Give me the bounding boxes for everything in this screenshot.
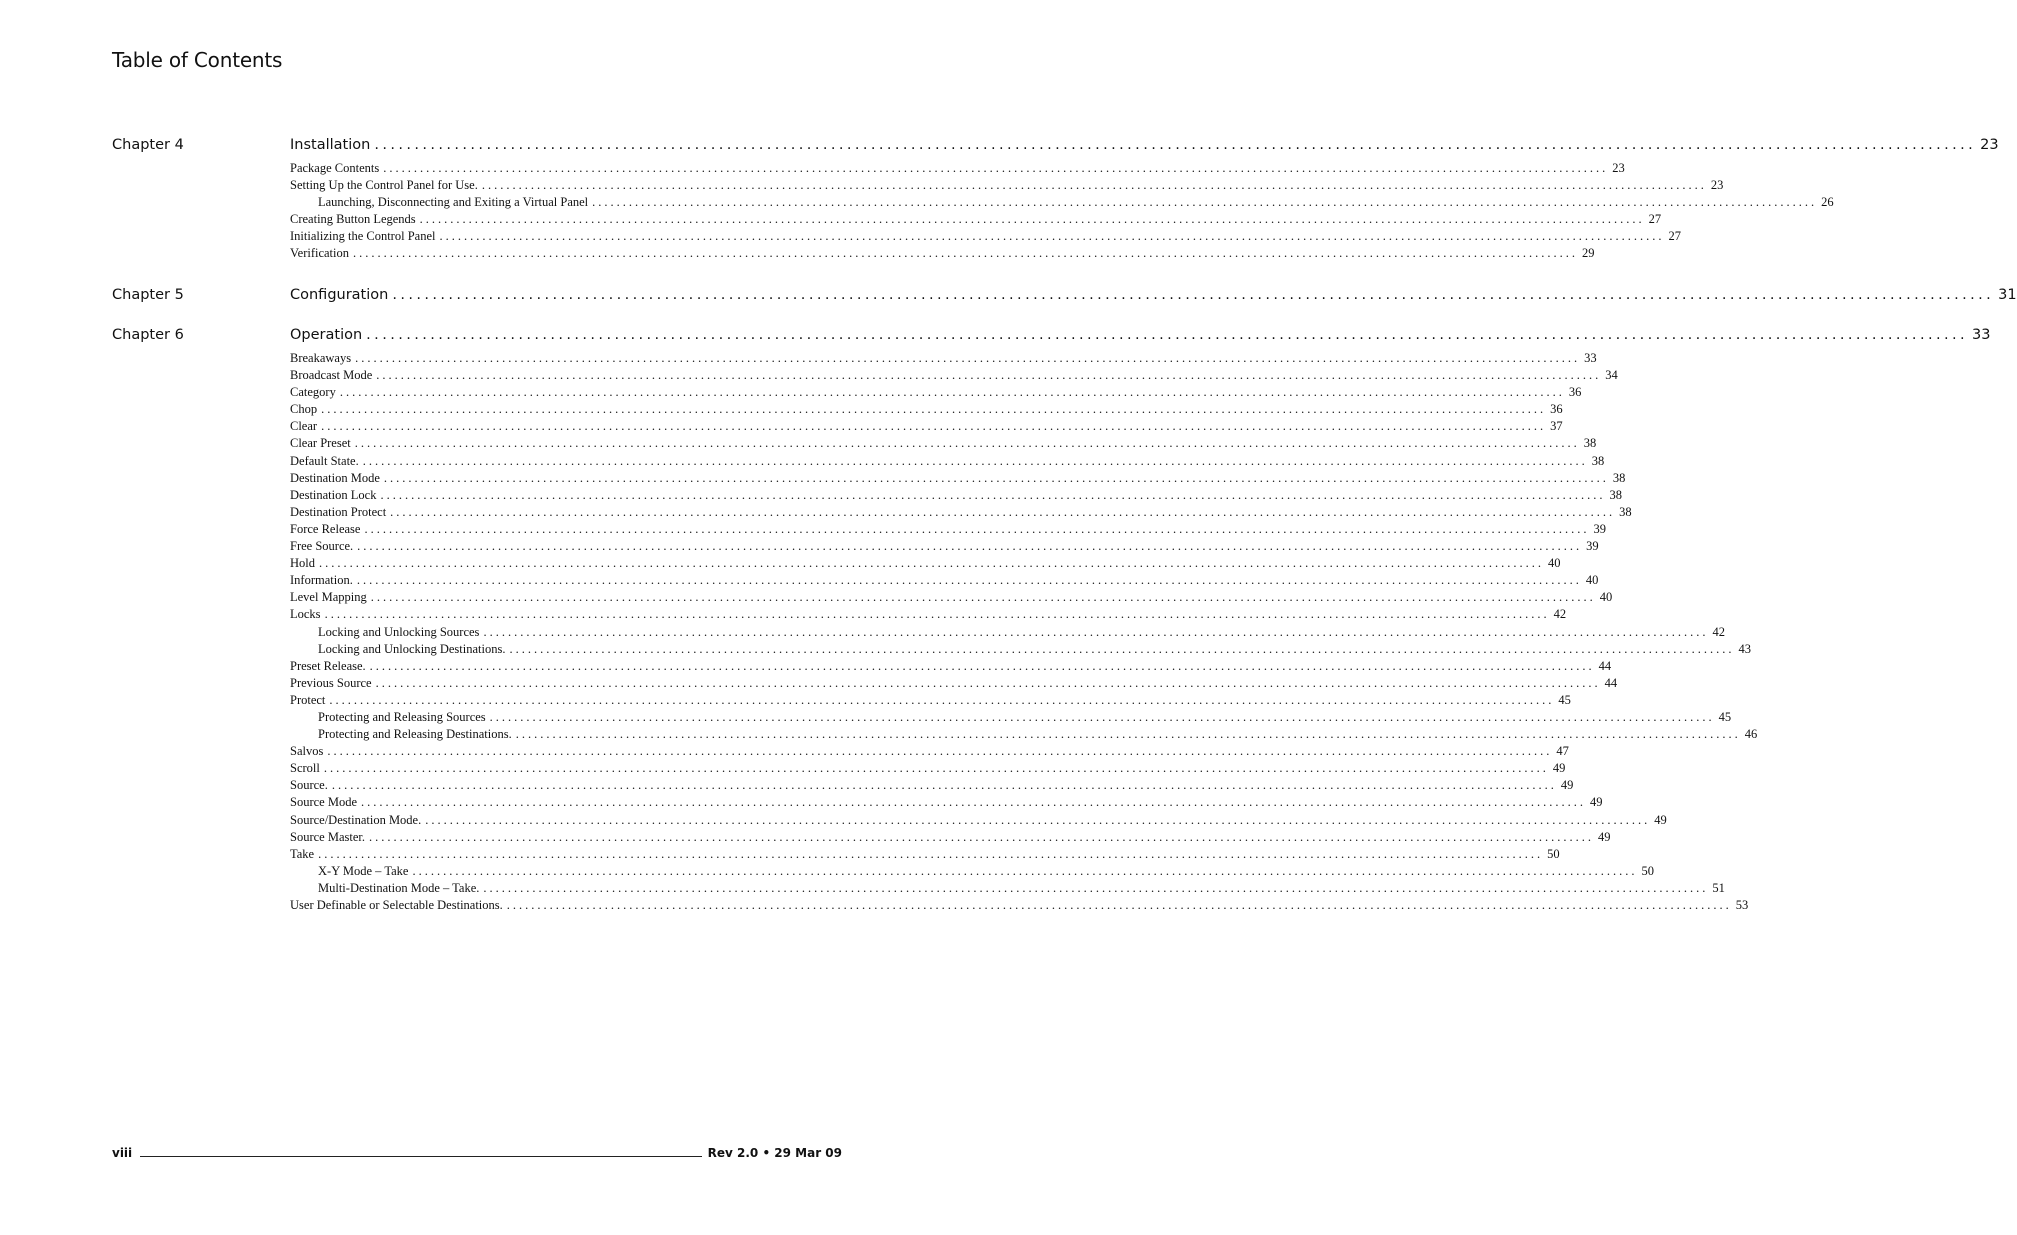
dot-leader: ........................................................................................................................................................................................................ xyxy=(412,863,1638,878)
toc-entry-list xyxy=(290,160,1834,263)
entry-title: Level Mapping xyxy=(290,590,367,605)
toc-entry[interactable] xyxy=(290,418,1563,435)
chapter-label: Chapter 6 xyxy=(112,327,184,343)
entry-page-number: 40 xyxy=(1599,590,1613,605)
entry-title: Broadcast Mode xyxy=(290,368,373,383)
dot-leader: ........................................................................................................................................................................................................ xyxy=(356,573,1582,588)
chapter-heading[interactable] xyxy=(290,327,1991,343)
entry-page-number: 23 xyxy=(1710,178,1724,193)
chapter-label: Chapter 5 xyxy=(112,287,184,303)
toc-entry[interactable] xyxy=(290,555,1561,572)
chapter-label: Chapter 4 xyxy=(112,137,184,153)
entry-title: Verification xyxy=(290,246,350,261)
dot-leader: ........................................................................................................................................................................................................ xyxy=(331,778,1557,793)
toc-subentry[interactable] xyxy=(290,194,1834,211)
dot-leader: ........................................................................................................................................................................................................ xyxy=(439,229,1665,244)
entry-page-number: 46 xyxy=(1744,727,1758,742)
toc-entry[interactable] xyxy=(290,453,1605,470)
toc-entry[interactable] xyxy=(290,470,1626,487)
entry-page-number: 38 xyxy=(1612,470,1626,485)
entry-page-number: 36 xyxy=(1550,402,1563,417)
dot-leader: ........................................................................................................................................................................................................ xyxy=(324,607,1550,622)
entry-title: Chop xyxy=(290,402,318,417)
dot-leader: ........................................................................................................................................................................................................ xyxy=(506,898,1732,912)
toc-entry[interactable] xyxy=(290,401,1563,418)
entry-page-number: 38 xyxy=(1583,436,1597,451)
entry-page-number: 45 xyxy=(1558,692,1571,707)
toc-subentry[interactable] xyxy=(290,709,1732,726)
entry-title: Creating Button Legends xyxy=(290,212,416,227)
toc-subentry[interactable] xyxy=(290,880,1725,897)
entry-page-number: 49 xyxy=(1597,829,1611,844)
toc-entry[interactable] xyxy=(290,675,1618,692)
dot-leader: ........................................................................................................................................................................................................ xyxy=(321,419,1547,434)
entry-title: Source/Destination Mode. xyxy=(290,812,422,827)
entry-page-number: 36 xyxy=(1568,385,1582,400)
dot-leader: ........................................................................................................................................................................................................ xyxy=(321,402,1547,417)
chapter-page-number: 23 xyxy=(1980,137,1999,153)
entry-page-number: 50 xyxy=(1547,846,1560,861)
entry-title: Scroll xyxy=(290,761,320,776)
page-title: Table of Contents xyxy=(112,48,283,72)
dot-leader: ........................................................................................................................................................................................................ xyxy=(370,590,1596,605)
dot-leader: ........................................................................................................................................................................................................ xyxy=(376,368,1602,383)
dot-leader: ........................................................................................................................................................................................................ xyxy=(509,641,1735,656)
toc-entry[interactable] xyxy=(290,228,1681,245)
entry-title: Source. xyxy=(290,778,328,793)
dot-leader: ........................................................................................................................................................................................................ xyxy=(419,212,1645,227)
toc-entry-list xyxy=(290,350,1758,914)
dot-leader: ........................................................................................................................................................................................................ xyxy=(355,351,1581,365)
entry-page-number: 34 xyxy=(1605,368,1618,383)
chapter-title: Installation xyxy=(290,137,371,153)
toc-subentry[interactable] xyxy=(290,863,1654,880)
entry-title: Hold xyxy=(290,556,315,571)
dot-leader: ........................................................................................................................................................................................................ xyxy=(353,246,1579,261)
dot-leader: ........................................................................................................................................................................................................ xyxy=(383,470,1609,485)
dot-leader: ........................................................................................................................................................................................................ xyxy=(361,795,1586,810)
toc-entry[interactable] xyxy=(290,897,1749,914)
dot-leader: ........................................................................................................................................................................................................ xyxy=(592,195,1818,210)
dot-leader: ........................................................................................................................................................................................................ xyxy=(339,385,1565,400)
dot-leader: ........................................................................................................................................................................................................ xyxy=(489,709,1715,724)
dot-leader: ........................................................................................................................................................................................................ xyxy=(354,436,1580,451)
chapter-title: Operation xyxy=(290,327,363,343)
entry-title: Clear Preset xyxy=(290,436,351,451)
footer-page-number: viii xyxy=(112,1146,133,1160)
entry-title: Protecting and Releasing Destinations. xyxy=(318,727,512,742)
entry-page-number: 49 xyxy=(1552,761,1566,776)
toc-entry[interactable] xyxy=(290,794,1603,811)
toc-entry[interactable] xyxy=(290,692,1571,709)
chapter-page-number: 33 xyxy=(1972,327,1991,343)
dot-leader: ........................................................................................................................................................................................................ xyxy=(323,761,1549,776)
entry-page-number: 27 xyxy=(1648,212,1662,227)
entry-page-number: 49 xyxy=(1560,778,1574,793)
entry-title: User Definable or Selectable Destinations. xyxy=(290,898,503,912)
entry-page-number: 33 xyxy=(1584,351,1597,365)
dot-leader: ........................................................................................................................................................................................................ xyxy=(390,504,1616,519)
entry-page-number: 49 xyxy=(1590,795,1603,810)
entry-title: Force Release xyxy=(290,521,361,536)
chapter-heading[interactable] xyxy=(290,137,1999,153)
toc-entry[interactable] xyxy=(290,572,1599,589)
entry-page-number: 23 xyxy=(1612,161,1625,175)
dot-leader: ........................................................................................................................................................................................................ xyxy=(362,453,1588,468)
entry-page-number: 26 xyxy=(1821,195,1834,210)
toc-entry[interactable] xyxy=(290,829,1611,846)
entry-page-number: 40 xyxy=(1585,573,1599,588)
chapter-title: Configuration xyxy=(290,287,389,303)
entry-page-number: 45 xyxy=(1718,709,1732,724)
entry-page-number: 44 xyxy=(1598,658,1612,673)
dot-leader: ........................................................................................................................................................................................................ xyxy=(357,539,1583,554)
entry-page-number: 47 xyxy=(1556,744,1569,759)
dot-leader: ........................................................................................................................................................................................................ xyxy=(327,744,1553,759)
chapter-heading[interactable] xyxy=(290,287,2017,303)
entry-page-number: 44 xyxy=(1604,675,1618,690)
entry-title: Source Mode xyxy=(290,795,357,810)
entry-title: Protect xyxy=(290,692,326,707)
entry-title: Clear xyxy=(290,419,318,434)
entry-page-number: 42 xyxy=(1553,607,1567,622)
entry-page-number: 38 xyxy=(1619,504,1632,519)
dot-leader: ........................................................................................................................................................................................................ xyxy=(425,812,1651,827)
dot-leader: ........................................................................................................................................................................................................ xyxy=(318,846,1544,861)
toc-entry[interactable] xyxy=(290,160,1625,177)
toc-entry[interactable] xyxy=(290,777,1574,794)
entry-page-number: 49 xyxy=(1654,812,1667,827)
entry-page-number: 42 xyxy=(1712,624,1725,639)
toc-entry[interactable] xyxy=(290,384,1582,401)
toc-entry[interactable] xyxy=(290,538,1599,555)
entry-page-number: 27 xyxy=(1668,229,1681,244)
entry-page-number: 50 xyxy=(1641,863,1654,878)
entry-page-number: 38 xyxy=(1591,453,1605,468)
entry-page-number: 29 xyxy=(1582,246,1595,261)
entry-title: Destination Mode xyxy=(290,470,380,485)
entry-title: Free Source. xyxy=(290,539,354,554)
toc-entry[interactable] xyxy=(290,245,1595,262)
toc-subentry[interactable] xyxy=(290,726,1758,743)
entry-title: Protecting and Releasing Sources xyxy=(318,709,486,724)
toc-entry[interactable] xyxy=(290,589,1613,606)
dot-leader: ........................................................................................................................................................................................................ xyxy=(483,880,1709,895)
dot-leader: ........................................................................................................................................................................................................ xyxy=(481,178,1707,193)
toc-entry[interactable] xyxy=(290,435,1597,452)
entry-page-number: 40 xyxy=(1548,556,1561,571)
entry-title: Destination Lock xyxy=(290,487,377,502)
entry-title: Destination Protect xyxy=(290,504,387,519)
entry-title: Salvos xyxy=(290,744,324,759)
entry-title: Category xyxy=(290,385,336,400)
footer-revision: Rev 2.0 • 29 Mar 09 xyxy=(707,1146,842,1160)
dot-leader: ........................................................................................................................................................................................................ xyxy=(329,692,1555,707)
toc-entry[interactable] xyxy=(290,487,1622,504)
dot-leader: ........................................................................................................................................................................................................ xyxy=(369,658,1595,673)
toc-entry[interactable] xyxy=(290,211,1662,228)
toc-entry[interactable] xyxy=(290,658,1612,675)
entry-page-number: 37 xyxy=(1550,419,1563,434)
dot-leader: ........................................................................................................................................................................................................ xyxy=(392,287,1995,303)
toc-entry[interactable] xyxy=(290,177,1724,194)
entry-title: Information. xyxy=(290,573,353,588)
entry-title: Initializing the Control Panel xyxy=(290,229,436,244)
entry-page-number: 53 xyxy=(1735,898,1749,912)
entry-title: Breakaways xyxy=(290,351,352,365)
entry-title: Locking and Unlocking Destinations. xyxy=(318,641,506,656)
entry-title: Preset Release. xyxy=(290,658,366,673)
dot-leader: ........................................................................................................................................................................................................ xyxy=(375,675,1601,690)
entry-title: Source Master. xyxy=(290,829,365,844)
toc-entry[interactable] xyxy=(290,743,1569,760)
dot-leader: ........................................................................................................................................................................................................ xyxy=(374,137,1977,153)
dot-leader: ........................................................................................................................................................................................................ xyxy=(364,521,1590,536)
entry-title: Locks xyxy=(290,607,321,622)
dot-leader: ........................................................................................................................................................................................................ xyxy=(319,556,1544,571)
toc-entry[interactable] xyxy=(290,350,1597,367)
toc-entry[interactable] xyxy=(290,504,1632,521)
entry-title: Default State. xyxy=(290,453,359,468)
entry-title: Take xyxy=(290,846,315,861)
entry-title: Setting Up the Control Panel for Use. xyxy=(290,178,478,193)
chapter-page-number: 31 xyxy=(1998,287,2017,303)
dot-leader: ........................................................................................................................................................................................................ xyxy=(366,327,1968,343)
entry-page-number: 39 xyxy=(1586,539,1599,554)
entry-title: Package Contents xyxy=(290,161,380,175)
toc-entry[interactable] xyxy=(290,521,1606,538)
footer-rule xyxy=(140,1156,702,1157)
entry-title: Launching, Disconnecting and Exiting a Virtual Panel xyxy=(318,195,589,210)
dot-leader: ........................................................................................................................................................................................................ xyxy=(515,727,1741,742)
entry-title: Locking and Unlocking Sources xyxy=(318,624,480,639)
toc-entry[interactable] xyxy=(290,606,1567,623)
toc-entry[interactable] xyxy=(290,846,1560,863)
entry-title: Multi-Destination Mode – Take. xyxy=(318,880,480,895)
toc-entry[interactable] xyxy=(290,812,1667,829)
dot-leader: ........................................................................................................................................................................................................ xyxy=(380,487,1606,502)
dot-leader: ........................................................................................................................................................................................................ xyxy=(368,829,1594,844)
toc-entry[interactable] xyxy=(290,760,1566,777)
toc-subentry[interactable] xyxy=(290,641,1751,658)
dot-leader: ........................................................................................................................................................................................................ xyxy=(383,161,1609,175)
entry-page-number: 38 xyxy=(1609,487,1622,502)
entry-page-number: 51 xyxy=(1712,880,1725,895)
entry-page-number: 43 xyxy=(1738,641,1751,656)
toc-entry[interactable] xyxy=(290,367,1618,384)
entry-title: Previous Source xyxy=(290,675,372,690)
entry-page-number: 39 xyxy=(1593,521,1606,536)
entry-title: X-Y Mode – Take xyxy=(318,863,409,878)
dot-leader: ........................................................................................................................................................................................................ xyxy=(483,624,1709,639)
toc-subentry[interactable] xyxy=(290,624,1725,641)
